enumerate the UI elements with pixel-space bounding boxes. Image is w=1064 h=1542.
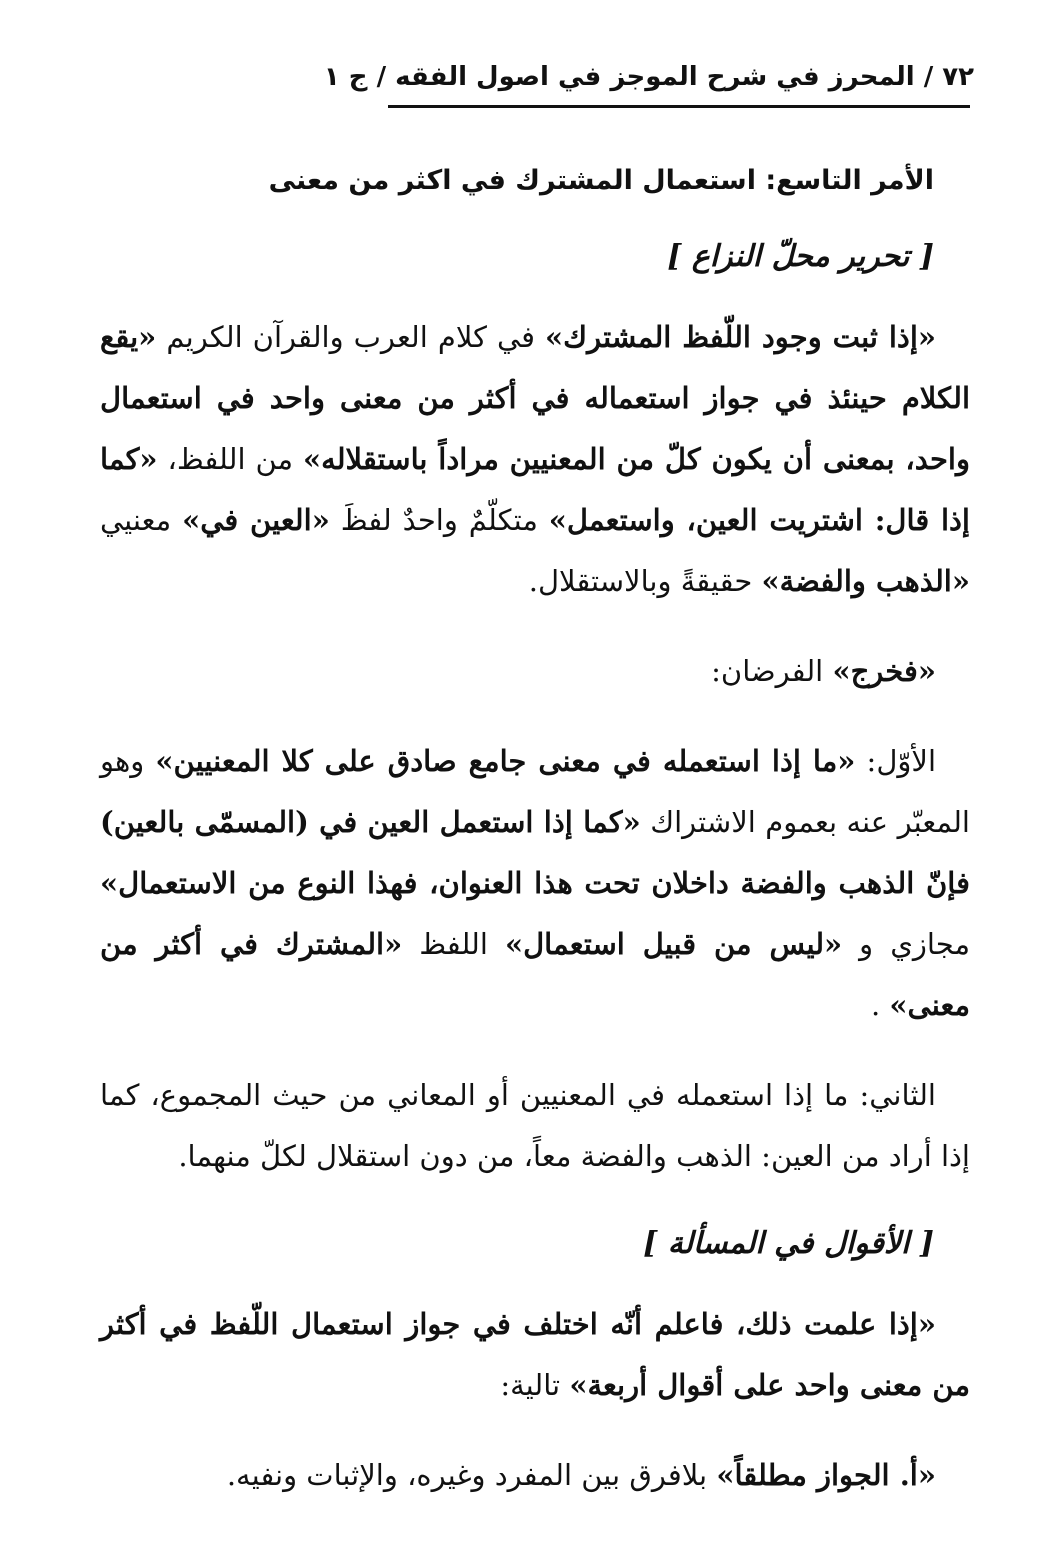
text: تالية: bbox=[500, 1368, 570, 1402]
paragraph-4 bbox=[100, 1065, 970, 1187]
text: الفرضان: bbox=[711, 654, 833, 688]
running-head: ٧٢ / المحرز في شرح الموجز في اصول الفقه / ج ١ bbox=[323, 62, 974, 92]
text: . bbox=[870, 988, 890, 1022]
sub-heading-opinions: [ الأقوال في المسألة ] bbox=[643, 1226, 934, 1261]
text: حقيقةً وبالاستقلال. bbox=[528, 564, 762, 598]
paragraph-2 bbox=[100, 641, 970, 702]
text: الأوّل: bbox=[855, 744, 936, 778]
quote: «المشترك في أكثر من معنى» bbox=[100, 927, 970, 1022]
text: وهو المعبّر عنه بعموم الاشتراك bbox=[100, 744, 970, 839]
book-page bbox=[100, 55, 974, 1535]
quote: «فخرج» bbox=[832, 654, 936, 688]
quote: «كما إذا قال: اشتريت العين، واستعمل» bbox=[100, 442, 970, 537]
text: الثاني: ما إذا استعمله في المعنيين أو المعاني من حيث المجموع، كما إذا أراد من العين: الذهب والفضة معاً، من دون استقلال لكلّ منهما. bbox=[100, 1078, 970, 1173]
text: في كلام العرب والقرآن الكريم bbox=[156, 320, 546, 354]
sub-heading-dispute: [ تحرير محلّ النزاع ] bbox=[667, 239, 934, 274]
text: بلافرق بين المفرد وغيره، والإثبات ونفيه. bbox=[226, 1458, 717, 1492]
paragraph-3 bbox=[100, 731, 970, 1036]
quote: «ما إذا استعمله في معنى جامع صادق على كلا المعنيين» bbox=[155, 744, 856, 778]
paragraph-5 bbox=[100, 1294, 970, 1416]
quote: «العين في» bbox=[182, 503, 330, 537]
quote: «إذا علمت ذلك، فاعلم أنّه اختلف في جواز استعمال اللّفظ في أكثر من معنى واحد على أقوال أربعة» bbox=[100, 1307, 970, 1402]
quote: «يقع الكلام حينئذ في جواز استعماله في أكثر من معنى واحد في استعمال واحد، بمعنى أن يكون كلّ من المعنيين مراداً باستقلاله» bbox=[100, 320, 970, 476]
quote: «الذهب والفضة» bbox=[761, 564, 970, 598]
quote: «ليس من قبيل استعمال» bbox=[504, 927, 843, 961]
text: متكلّمٌ واحدٌ لفظَ bbox=[329, 503, 549, 537]
quote: «أ. الجواز مطلقاً» bbox=[716, 1458, 936, 1492]
section-title: الأمر التاسع: استعمال المشترك في اكثر من معنى bbox=[268, 165, 934, 196]
quote: «إذا ثبت وجود اللّفظ المشترك» bbox=[545, 320, 936, 354]
text: اللفظ bbox=[402, 927, 505, 961]
text: مجازي و bbox=[842, 927, 970, 961]
paragraph-6 bbox=[100, 1445, 970, 1506]
paragraph-1 bbox=[100, 307, 970, 612]
quote: «كما إذا استعمل العين في (المسمّى بالعين) فإنّ الذهب والفضة داخلان تحت هذا العنوان، فهذا النوع من الاستعمال» bbox=[100, 805, 970, 900]
header-rule bbox=[388, 105, 970, 108]
text: معنيي bbox=[100, 503, 183, 537]
text: من اللفظ، bbox=[157, 442, 304, 476]
